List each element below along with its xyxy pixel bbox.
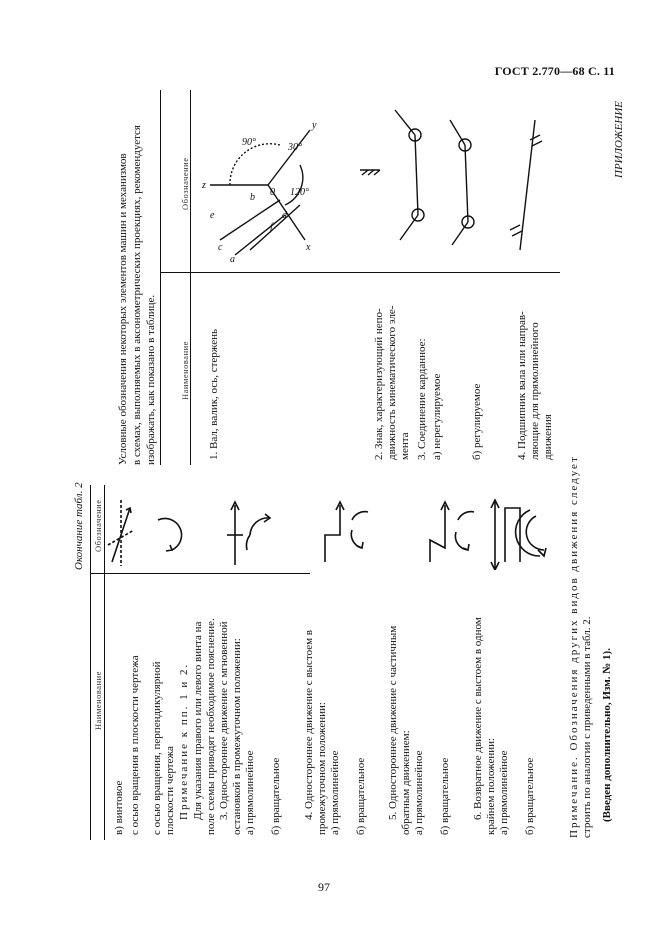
- left-table-top-rule: [90, 485, 91, 840]
- appendix-intro-1: Условные обозначения некоторых элементов машин и механизмов: [117, 153, 129, 465]
- left-row-14: а) прямолинейное: [329, 750, 341, 835]
- left-row-11: б) вращательное: [270, 757, 282, 835]
- left-row-2: с осью вращения в плоскости чертежа: [129, 655, 141, 835]
- left-table-col-rule: [90, 573, 310, 574]
- axis-label-a: a: [230, 254, 235, 265]
- appendix-row-1: 1. Вал, валик, ось, стержень: [208, 328, 220, 460]
- axis-label-e: e: [210, 210, 215, 221]
- dwell-rotational-icon: [351, 512, 368, 548]
- left-row-5: Примечание к пп. 1 и 2.: [178, 662, 190, 820]
- appendix-row-2: 2. Знак, характеризующий непо-: [373, 308, 385, 460]
- appendix-row-3: движность кинематического эле-: [386, 305, 398, 460]
- appendix-row-8: 4. Подшипник вала или направ-: [516, 311, 528, 460]
- appendix-symbols: [190, 90, 560, 270]
- left-row-10: а) прямолинейное: [244, 750, 256, 835]
- left-row-8: 3. Одностороннее движение с мгновенной: [218, 621, 230, 820]
- angle-label-120: 120°: [290, 187, 309, 198]
- appendix-row-7: б) регулируемое: [471, 383, 483, 460]
- left-row-22: а) прямолинейное: [498, 750, 510, 835]
- left-col-header-symbol: Обозначение: [93, 499, 103, 552]
- stop-rotational-icon: [246, 514, 270, 550]
- appendix-col-header-name: Наименование: [180, 341, 190, 400]
- appendix-row-5: 3. Соединение карданное:: [416, 338, 428, 460]
- left-row-13: промежуточном положении:: [316, 702, 328, 835]
- left-col-header-name: Наименование: [93, 671, 103, 730]
- angle-label-30: 30°: [288, 142, 302, 153]
- rotation-perpendicular-icon: [158, 518, 182, 551]
- appendix-row-4: мента: [399, 432, 411, 460]
- axis-label-b: b: [250, 192, 255, 203]
- appendix-row-9: ляющие для прямолинейного: [529, 322, 541, 460]
- left-row-19: б) вращательное: [439, 757, 451, 835]
- fixed-element-icon: [360, 170, 380, 175]
- axis-label-c: c: [218, 242, 223, 253]
- page-number: 97: [318, 880, 330, 894]
- appendix-intro-3: изображать, как показано в таблице.: [145, 294, 157, 465]
- left-row-20: 6. Возвратное движение с выстоем в одном: [472, 617, 484, 820]
- screw-motion-icon: [108, 500, 134, 566]
- axis-label-y: y: [312, 120, 317, 131]
- axis-label-x: x: [306, 242, 311, 253]
- axis-label-f: f: [270, 222, 273, 233]
- left-row-6: Для указания правого или левого винта на: [192, 621, 204, 820]
- axis-label-0: 0: [270, 187, 275, 198]
- appendix-col-header-symbol: Обозначение: [180, 157, 190, 210]
- page-header: ГОСТ 2.770—68 С. 11: [494, 64, 615, 78]
- reverse-rotational-icon: [455, 512, 474, 550]
- bearing-guide-icon: [510, 120, 542, 250]
- appendix-title: ПРИЛОЖЕНИЕ: [613, 101, 625, 178]
- table-continuation-label: Окончание табл. 2: [73, 482, 85, 570]
- appendix-row-10: движения: [542, 414, 554, 460]
- left-row-12: 4. Одностороннее движение с выстоем в: [303, 630, 315, 820]
- note-line-2: строить по аналогии с приведенными в табл. 2.: [581, 616, 593, 838]
- left-row-1: в) винтовое: [113, 780, 125, 835]
- left-row-18: а) прямолинейное: [413, 750, 425, 835]
- note-line-1: Примечание. Обозначения других видов движения следует: [568, 455, 580, 838]
- axis-label-d: d: [282, 210, 287, 221]
- cardan-adjustable-icon: [450, 120, 474, 245]
- left-row-4: плоскости чертежа: [164, 746, 176, 835]
- note-line-3: (Введен дополнительно, Изм. № 1).: [601, 648, 613, 822]
- dwell-linear-icon: [325, 502, 344, 562]
- reverse-linear-icon: [430, 502, 449, 562]
- appendix-table-col-rule: [160, 272, 560, 273]
- angle-label-90: 90°: [242, 137, 256, 148]
- left-table-symbols: [100, 490, 560, 570]
- axis-label-z: z: [202, 180, 206, 191]
- left-row-16: 5. Одностороннее движение с частичным: [387, 625, 399, 820]
- left-row-9: остановкой в промежуточном положении:: [231, 638, 243, 835]
- appendix-row-6: а) нерегулируемое: [431, 373, 443, 460]
- appendix-intro-2: в схемах, выполняемых в аксонометрических проекциях, рекомендуется: [131, 125, 143, 465]
- left-row-7: поле схемы приводят необходимое пояснение.: [205, 618, 217, 835]
- left-row-17: обратным движением:: [400, 730, 412, 835]
- left-row-21: крайнем положении:: [485, 737, 497, 835]
- cardan-fixed-icon: [395, 110, 424, 240]
- appendix-table-top-rule: [160, 90, 161, 465]
- left-row-3: с осью вращения, перпендикулярной: [151, 661, 163, 835]
- left-row-23: б) вращательное: [524, 757, 536, 835]
- left-row-15: б) вращательное: [355, 757, 367, 835]
- stop-linear-icon: [227, 502, 243, 565]
